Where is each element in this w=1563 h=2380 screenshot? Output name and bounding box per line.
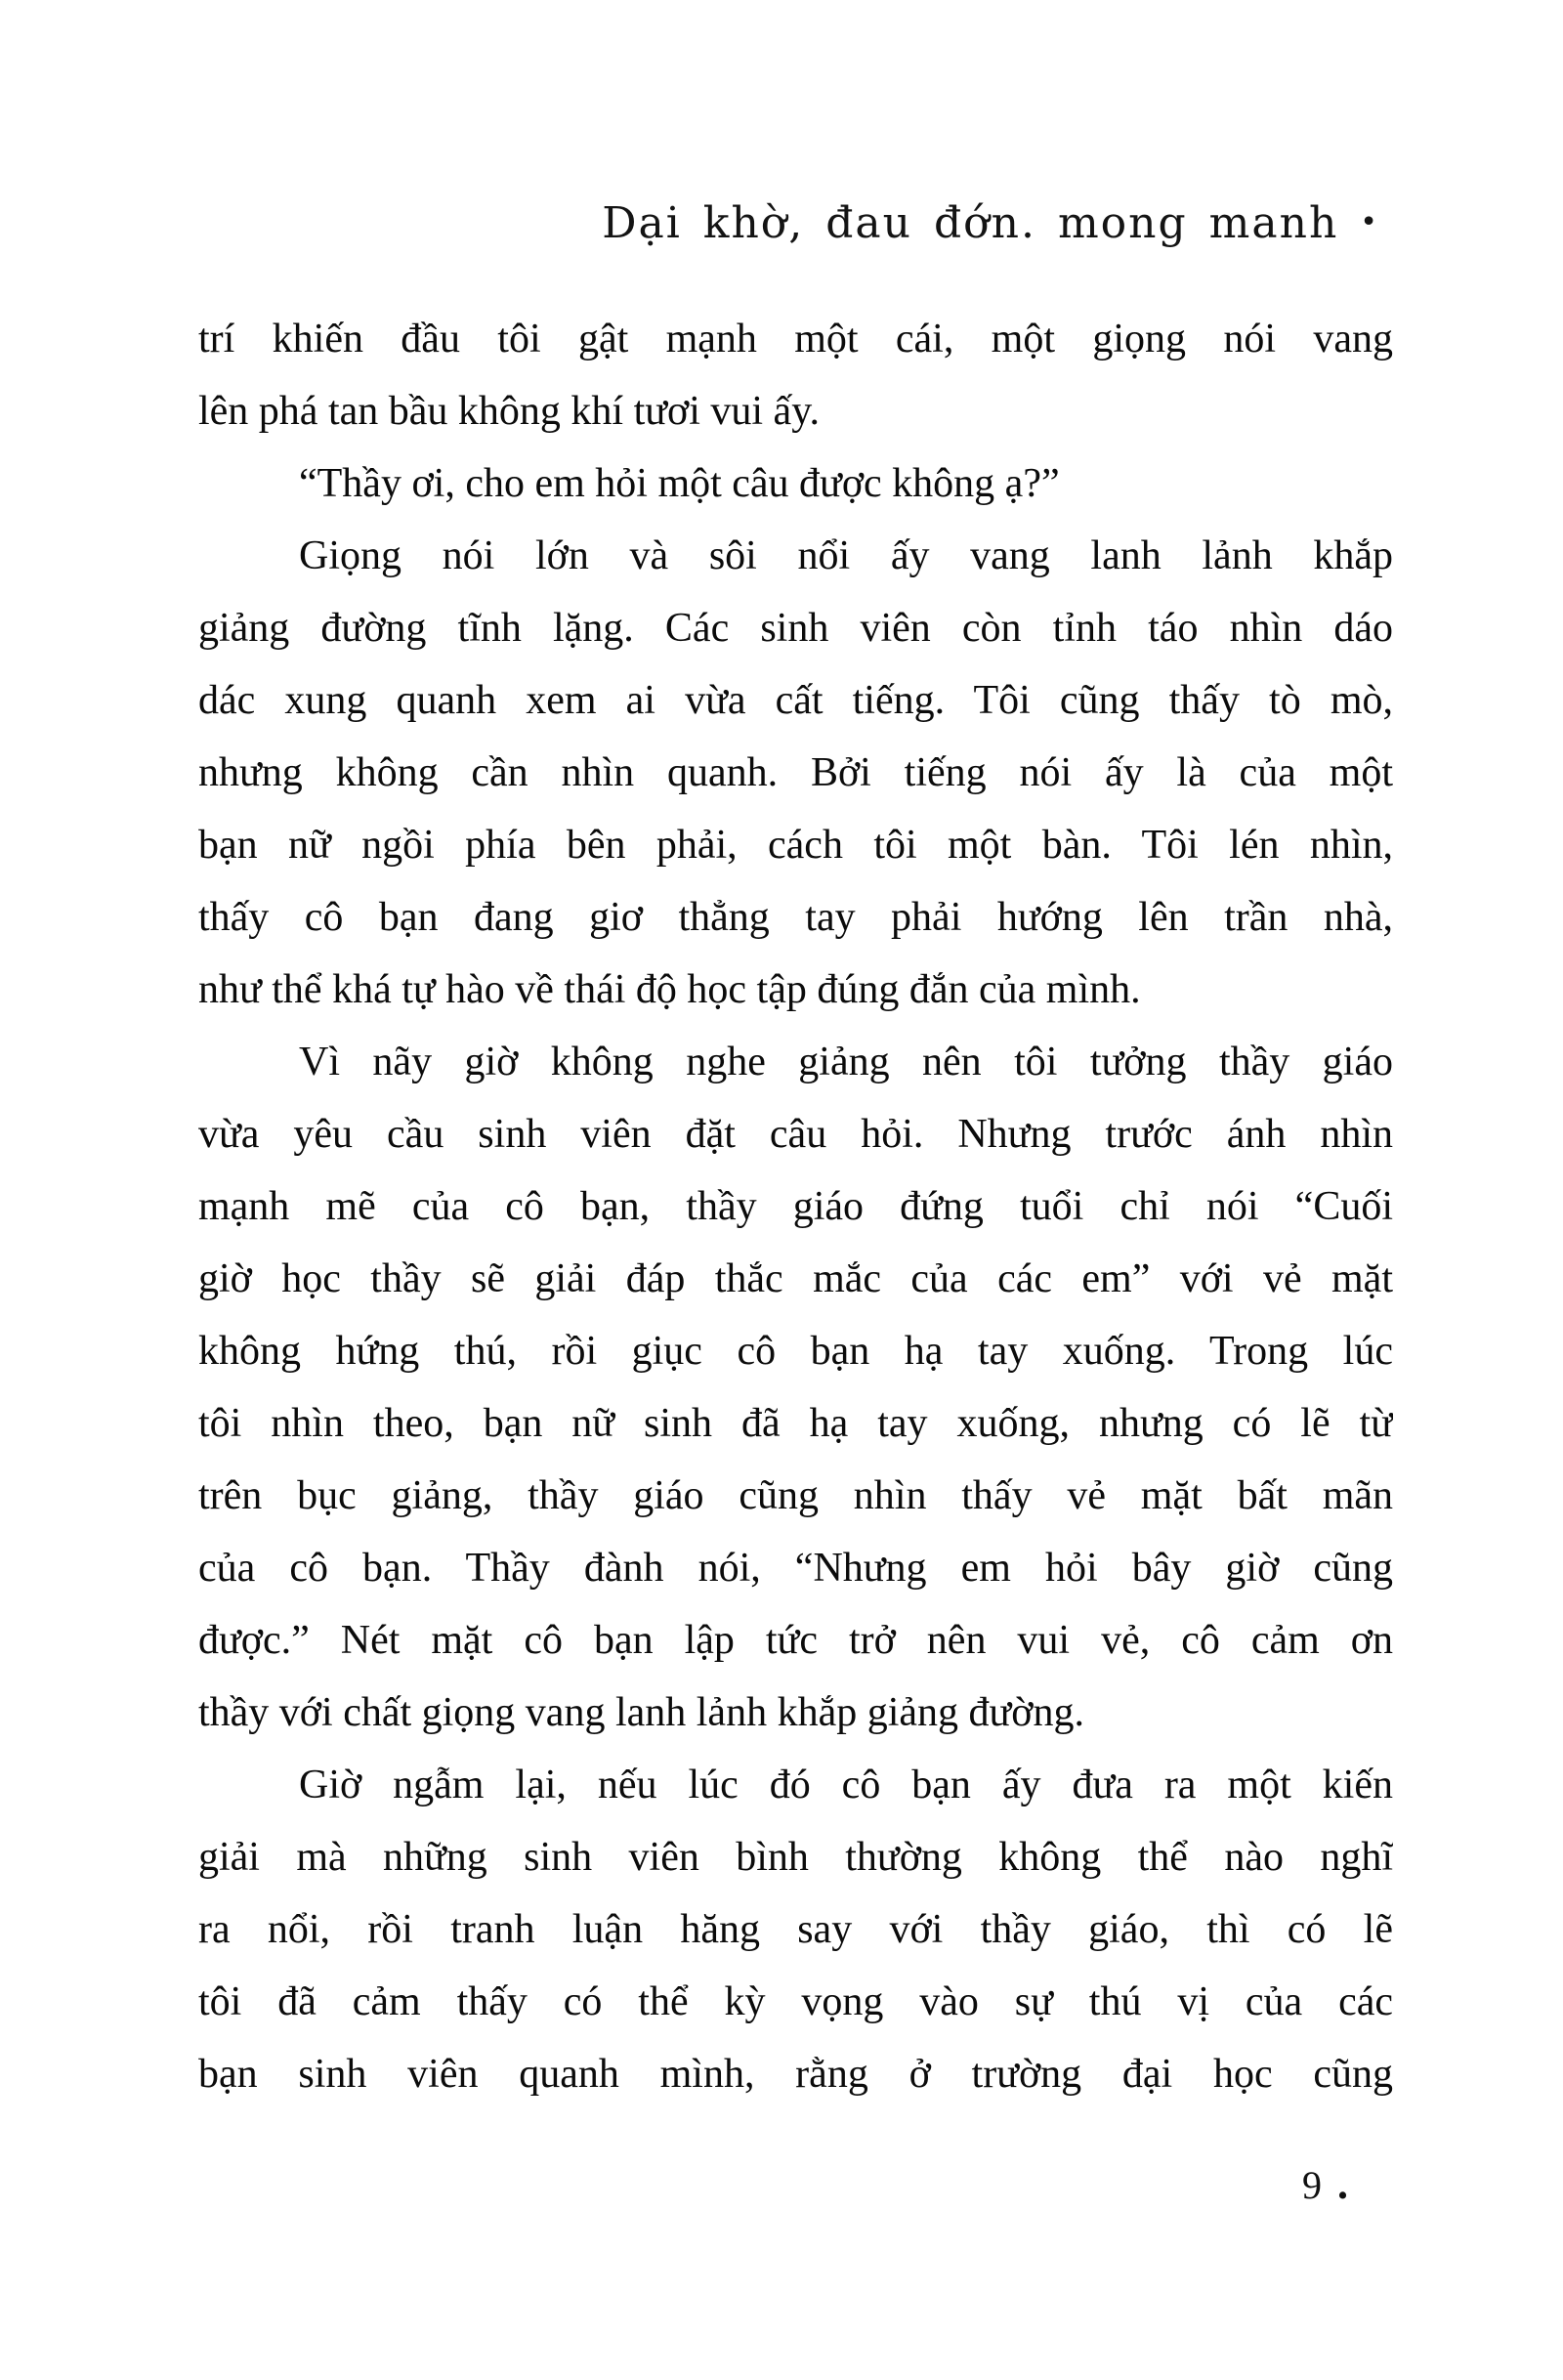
body-line: tôi nhìn theo, bạn nữ sinh đã hạ tay xuống, nhưng có lẽ từ <box>198 1401 1393 1446</box>
running-header <box>200 193 1377 253</box>
page-number-mark: . <box>1337 2160 1348 2208</box>
body-line: ra nổi, rồi tranh luận hăng say với thầy giáo, thì có lẽ <box>198 1907 1393 1952</box>
header-bullet-icon: • <box>1360 205 1377 239</box>
body-line: bạn sinh viên quanh mình, rằng ở trường đại học cũng <box>198 2052 1393 2097</box>
body-line: Giờ ngẫm lại, nếu lúc đó cô bạn ấy đưa ra một kiến <box>299 1763 1393 1807</box>
page-number-value: 9 <box>1302 2163 1322 2207</box>
body-line: như thể khá tự hào về thái độ học tập đúng đắn của mình. <box>198 967 1141 1012</box>
page-body <box>198 303 1393 2110</box>
page-number <box>200 2161 1348 2209</box>
body-line: mạnh mẽ của cô bạn, thầy giáo đứng tuổi chỉ nói “Cuối <box>198 1184 1393 1229</box>
body-line: thầy với chất giọng vang lanh lảnh khắp giảng đường. <box>198 1690 1084 1735</box>
body-line: giờ học thầy sẽ giải đáp thắc mắc của các em” với vẻ mặt <box>198 1256 1393 1301</box>
body-line: giải mà những sinh viên bình thường không thể nào nghĩ <box>198 1835 1393 1880</box>
body-line: trên bục giảng, thầy giáo cũng nhìn thấy vẻ mặt bất mãn <box>198 1473 1393 1518</box>
chapter-title: Dại khờ, đau đớn. mong manh <box>602 198 1339 248</box>
body-line: dác xung quanh xem ai vừa cất tiếng. Tôi cũng thấy tò mò, <box>198 678 1393 723</box>
body-line: bạn nữ ngồi phía bên phải, cách tôi một bàn. Tôi lén nhìn, <box>198 823 1393 868</box>
body-line: của cô bạn. Thầy đành nói, “Nhưng em hỏi bây giờ cũng <box>198 1546 1393 1591</box>
body-line: tôi đã cảm thấy có thể kỳ vọng vào sự thú vị của các <box>198 1979 1393 2024</box>
body-line: Vì nãy giờ không nghe giảng nên tôi tưởng thầy giáo <box>299 1040 1393 1084</box>
body-line: nhưng không cần nhìn quanh. Bởi tiếng nói ấy là của một <box>198 750 1393 795</box>
body-line: trí khiến đầu tôi gật mạnh một cái, một giọng nói vang <box>198 317 1393 361</box>
body-line: “Thầy ơi, cho em hỏi một câu được không ạ?” <box>299 461 1060 506</box>
body-line: không hứng thú, rồi giục cô bạn hạ tay xuống. Trong lúc <box>198 1329 1393 1374</box>
body-line: giảng đường tĩnh lặng. Các sinh viên còn tỉnh táo nhìn dáo <box>198 606 1393 651</box>
body-line: Giọng nói lớn và sôi nổi ấy vang lanh lảnh khắp <box>299 533 1393 578</box>
body-line: được.” Nét mặt cô bạn lập tức trở nên vui vẻ, cô cảm ơn <box>198 1618 1393 1663</box>
body-line: vừa yêu cầu sinh viên đặt câu hỏi. Nhưng trước ánh nhìn <box>198 1112 1393 1157</box>
body-line: lên phá tan bầu không khí tươi vui ấy. <box>198 389 820 434</box>
body-line: thấy cô bạn đang giơ thẳng tay phải hướng lên trần nhà, <box>198 895 1393 940</box>
